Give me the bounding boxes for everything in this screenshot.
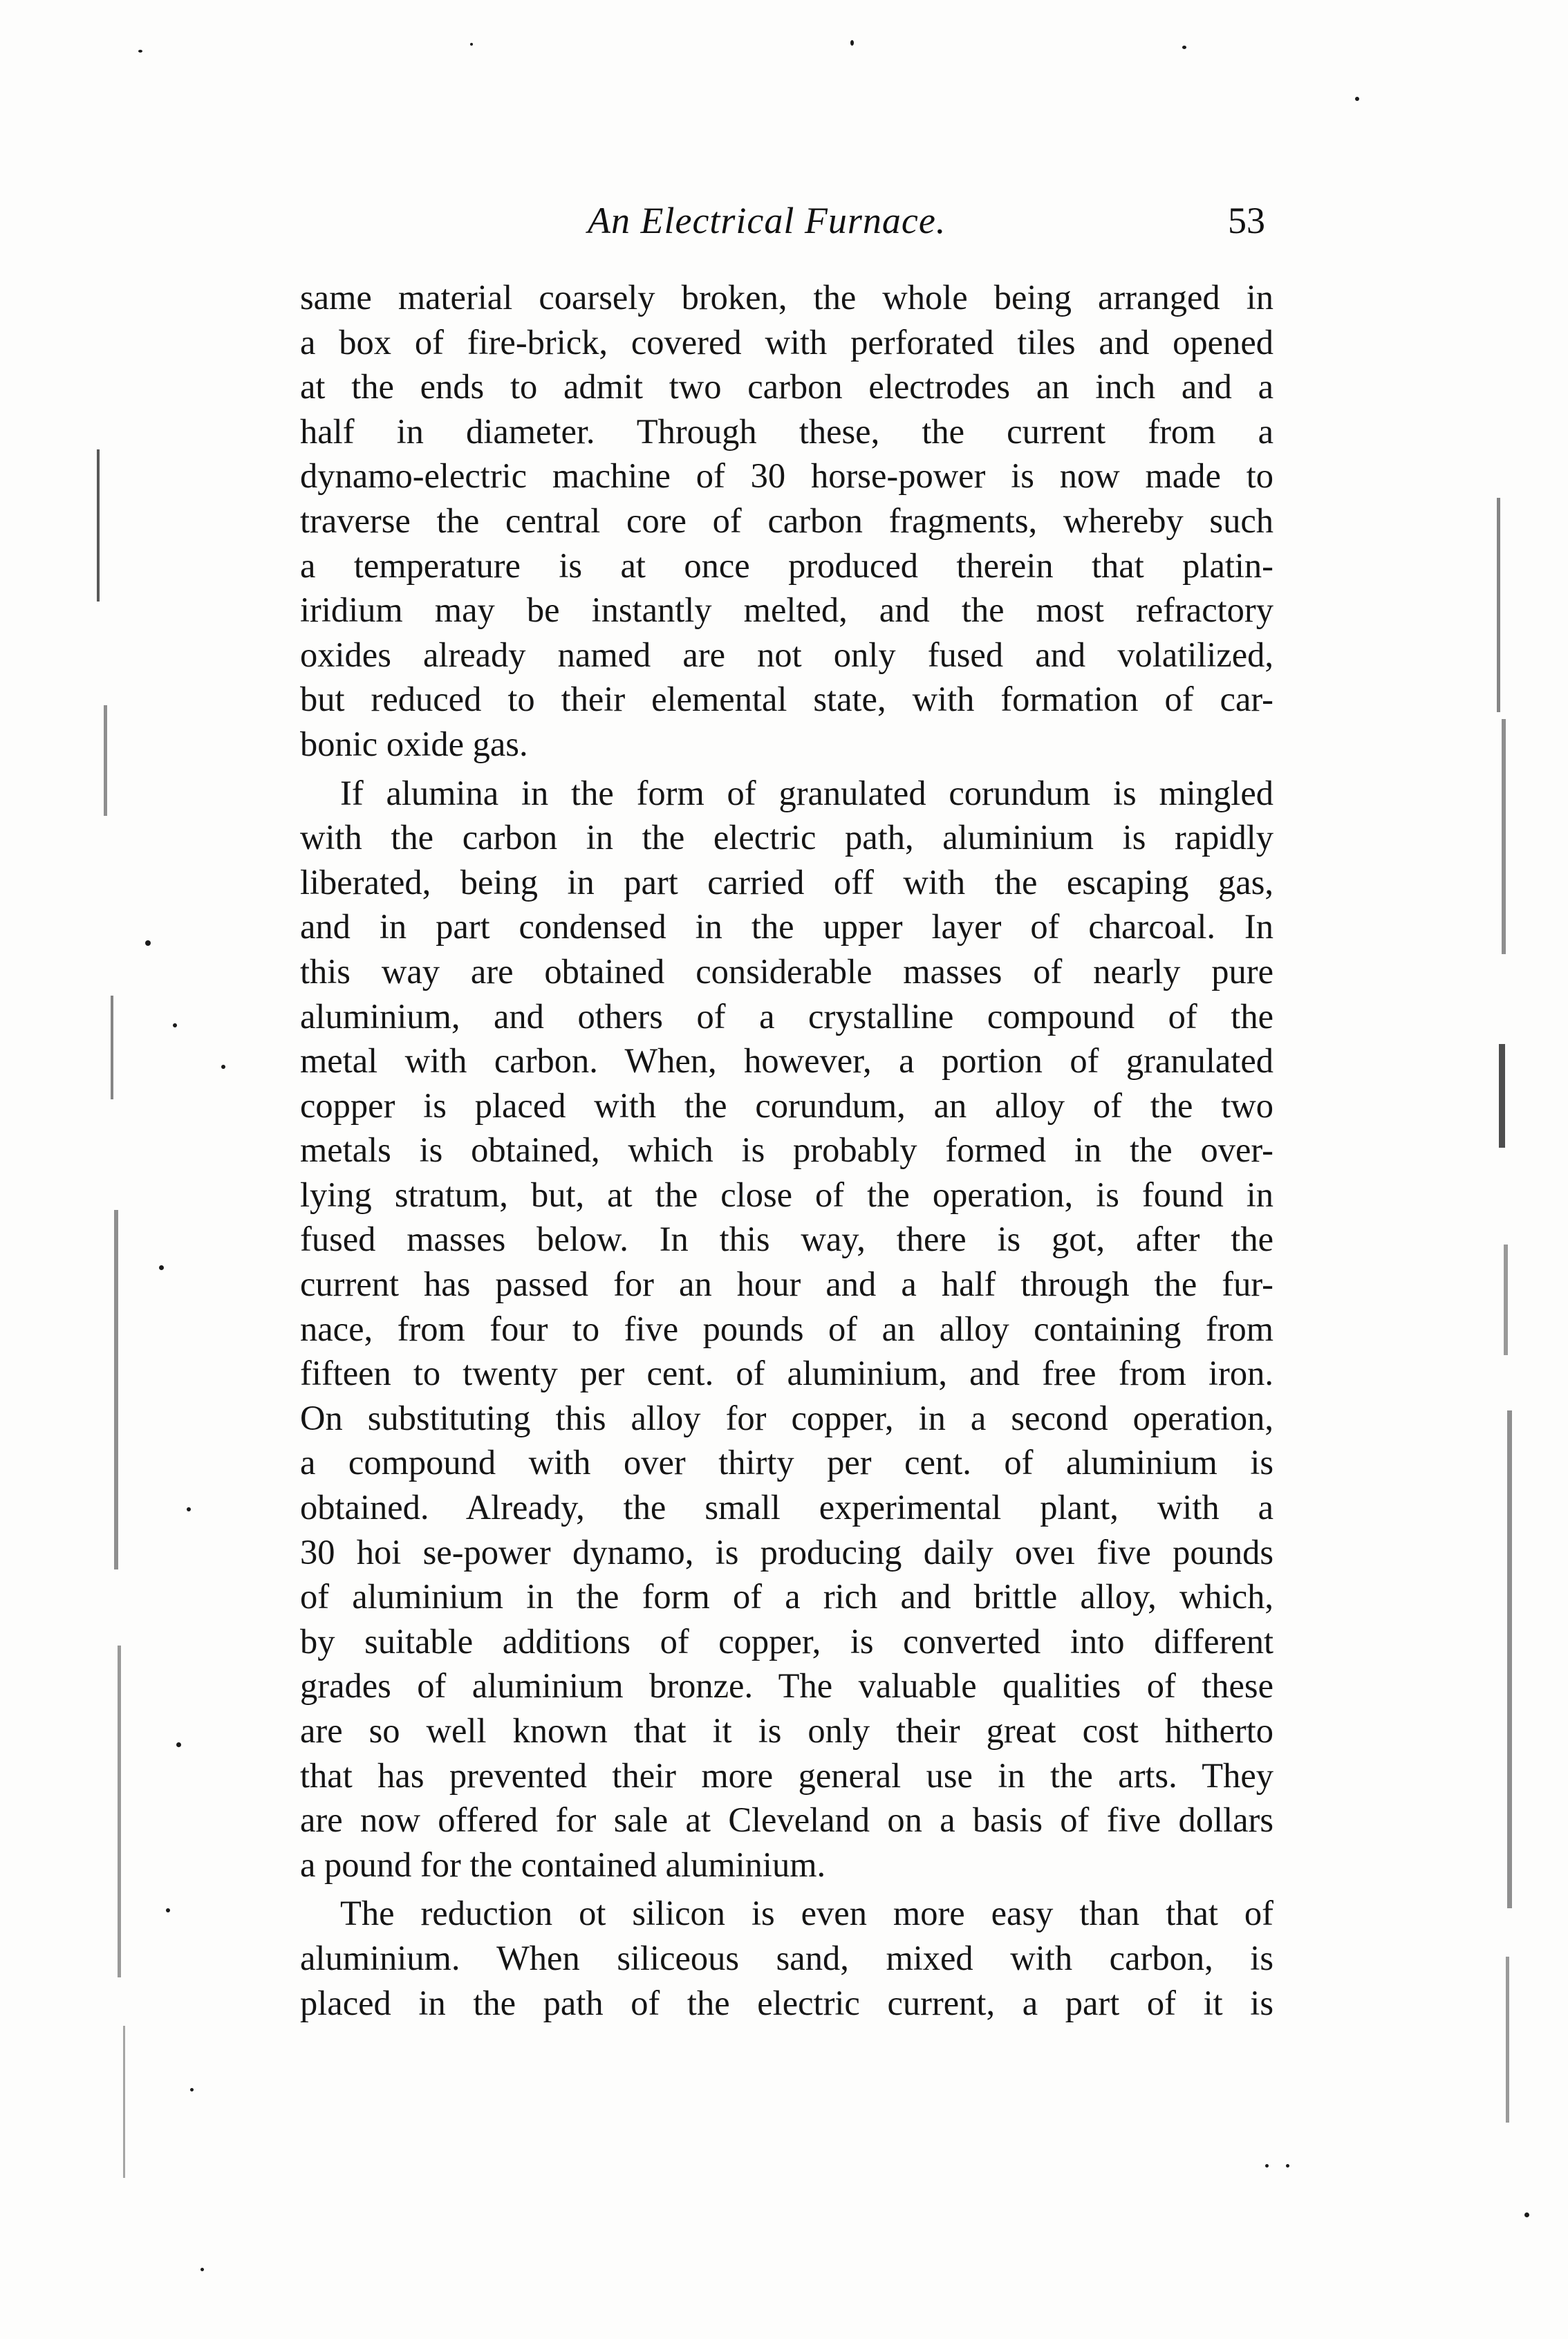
text-line: oxides already named are not only fused and volatilized, xyxy=(300,635,1273,674)
body-text xyxy=(300,275,1273,2025)
text-line: lying stratum, but, at the close of the operation, is found in xyxy=(300,1175,1273,1214)
text-line: aluminium, and others of a crystalline compound of the xyxy=(300,996,1273,1036)
paragraph-3 xyxy=(300,1891,1273,2025)
text-line: fifteen to twenty per cent. of aluminium, and free from iron. xyxy=(300,1354,1273,1393)
text-line: are so well known that it is only their great cost hitherto xyxy=(300,1711,1273,1750)
text-line: metal with carbon. When, however, a portion of granulated xyxy=(300,1041,1273,1081)
text-line: dynamo-electric machine of 30 horse-power is now made to xyxy=(300,456,1273,496)
text-line: with the carbon in the electric path, aluminium is rapidly xyxy=(300,818,1273,857)
text-line: of aluminium in the form of a rich and brittle alloy, which, xyxy=(300,1577,1273,1616)
running-title: An Electrical Furnace. xyxy=(588,200,946,241)
page-number: 53 xyxy=(1228,200,1265,241)
text-line: and in part condensed in the upper layer of charcoal. In xyxy=(300,907,1273,947)
text-line: 30 hoi se-power dynamo, is producing daily oveı five pounds xyxy=(300,1532,1273,1572)
text-line: nace, from four to five pounds of an alloy containing from xyxy=(300,1309,1273,1348)
text-line: fused masses below. In this way, there is got, after the xyxy=(300,1220,1273,1259)
text-line: this way are obtained considerable masses of nearly pure xyxy=(300,951,1273,991)
paragraph-1 xyxy=(300,275,1273,767)
text-line: liberated, being in part carried off with the escaping gas, xyxy=(300,862,1273,902)
text-line: metals is obtained, which is probably formed in the over- xyxy=(300,1130,1273,1170)
page-header xyxy=(304,199,1265,261)
text-line: a pound for the contained aluminium. xyxy=(300,1845,826,1884)
text-line: traverse the central core of carbon fragments, whereby such xyxy=(300,501,1273,540)
text-line: The reduction ot silicon is even more easy than that of xyxy=(340,1894,1273,1933)
text-line: iridium may be instantly melted, and the most refractory xyxy=(300,590,1273,630)
text-line: copper is placed with the corundum, an alloy of the two xyxy=(300,1085,1273,1125)
text-line: but reduced to their elemental state, with formation of car- xyxy=(300,680,1273,719)
text-line: bonic oxide gas. xyxy=(300,724,528,763)
text-line: at the ends to admit two carbon electrodes an inch and a xyxy=(300,367,1273,407)
text-line: obtained. Already, the small experimental plant, with a xyxy=(300,1488,1273,1527)
text-line: by suitable additions of copper, is converted into different xyxy=(300,1621,1273,1661)
text-line: current has passed for an hour and a half through the fur- xyxy=(300,1265,1273,1304)
text-line: placed in the path of the electric current, a part of it is xyxy=(300,1983,1273,2022)
text-line: grades of aluminium bronze. The valuable qualities of these xyxy=(300,1666,1273,1706)
text-line: half in diameter. Through these, the current from a xyxy=(300,411,1273,451)
text-line: If alumina in the form of granulated corundum is mingled xyxy=(340,773,1273,812)
text-line: a temperature is at once produced therein that platin- xyxy=(300,546,1273,585)
text-line: aluminium. When siliceous sand, mixed with carbon, is xyxy=(300,1938,1273,1977)
text-line: that has prevented their more general use in the arts. They xyxy=(300,1755,1273,1795)
text-line: same material coarsely broken, the whole being arranged in xyxy=(300,278,1273,317)
text-line: On substituting this alloy for copper, in a second operation, xyxy=(300,1398,1273,1437)
text-line: are now offered for sale at Cleveland on a basis of five dollars xyxy=(300,1800,1273,1840)
text-line: a compound with over thirty per cent. of aluminium is xyxy=(300,1443,1273,1482)
paragraph-2 xyxy=(300,771,1273,1888)
text-line: a box of fire-brick, covered with perforated tiles and opened xyxy=(300,322,1273,362)
